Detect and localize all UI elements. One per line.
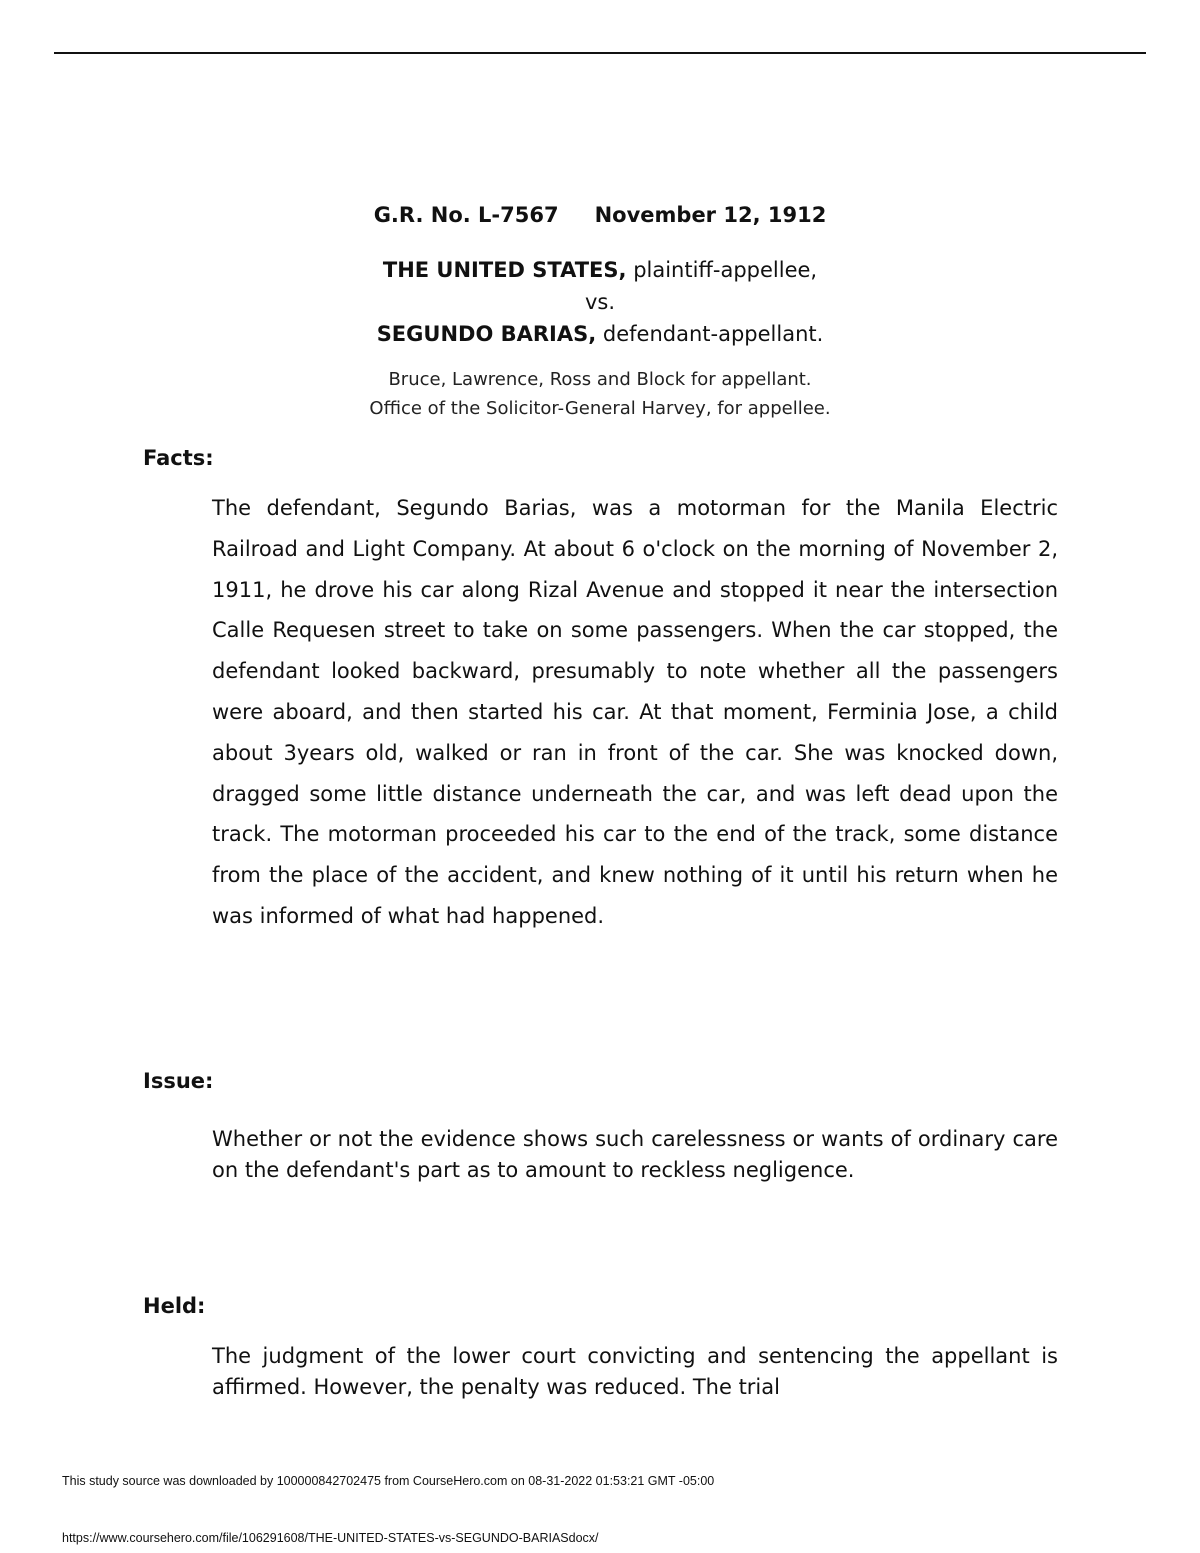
top-rule xyxy=(54,52,1146,54)
defendant-role: defendant-appellant. xyxy=(602,322,824,346)
case-number-line xyxy=(0,202,1200,228)
plaintiff-role: plaintiff-appellee, xyxy=(633,258,818,282)
counsel-appellant: Bruce, Lawrence, Ross and Block for appellant. xyxy=(388,369,812,390)
defendant-name: SEGUNDO BARIAS, xyxy=(376,322,597,346)
facts-heading: Facts: xyxy=(143,446,214,470)
case-number: G.R. No. L-7567 xyxy=(373,203,559,227)
counsel-appellee: Office of the Solicitor-General Harvey, for appellee. xyxy=(369,398,831,419)
held-text: The judgment of the lower court convicting and sentencing the appellant is affirmed. However, the penalty was reduced. The trial xyxy=(212,1344,1058,1399)
case-parties xyxy=(0,254,1200,350)
facts-text: The defendant, Segundo Barias, was a motorman for the Manila Electric Railroad and Light Company. At about 6 o'clock on the morning of November 2, 1911, he drove his car along Rizal Avenue and stopped it near the intersection Calle Requesen street to take on some passengers. When the car stopped, the defendant looked backward, presumably to note whether all the passengers were aboard, and then started his car. At that moment, Ferminia Jose, a child about 3years old, walked or ran in front of the car. She was knocked down, dragged some little distance underneath the car, and was left dead upon the track. The motorman proceeded his car to the end of the track, some distance from the place of the accident, and knew nothing of it until his return when he was informed of what had happened. xyxy=(212,496,1058,928)
case-header xyxy=(0,202,1200,423)
counsel xyxy=(0,365,1200,423)
plaintiff-line xyxy=(0,254,1200,286)
held-heading: Held: xyxy=(143,1294,206,1318)
download-source-note: This study source was downloaded by 100000842702475 from CourseHero.com on 08-31-2022 01:53:21 GMT -05:00 xyxy=(62,1474,715,1488)
issue-text: Whether or not the evidence shows such carelessness or wants of ordinary care on the defendant's part as to amount to reckless negligence. xyxy=(212,1127,1058,1182)
case-date: November 12, 1912 xyxy=(594,203,827,227)
versus: vs. xyxy=(584,290,616,314)
source-url[interactable]: https://www.coursehero.com/file/106291608/THE-UNITED-STATES-vs-SEGUNDO-BARIASdocx/ xyxy=(62,1531,599,1545)
issue-heading: Issue: xyxy=(143,1069,214,1093)
defendant-line xyxy=(0,318,1200,350)
plaintiff-name: THE UNITED STATES, xyxy=(382,258,627,282)
